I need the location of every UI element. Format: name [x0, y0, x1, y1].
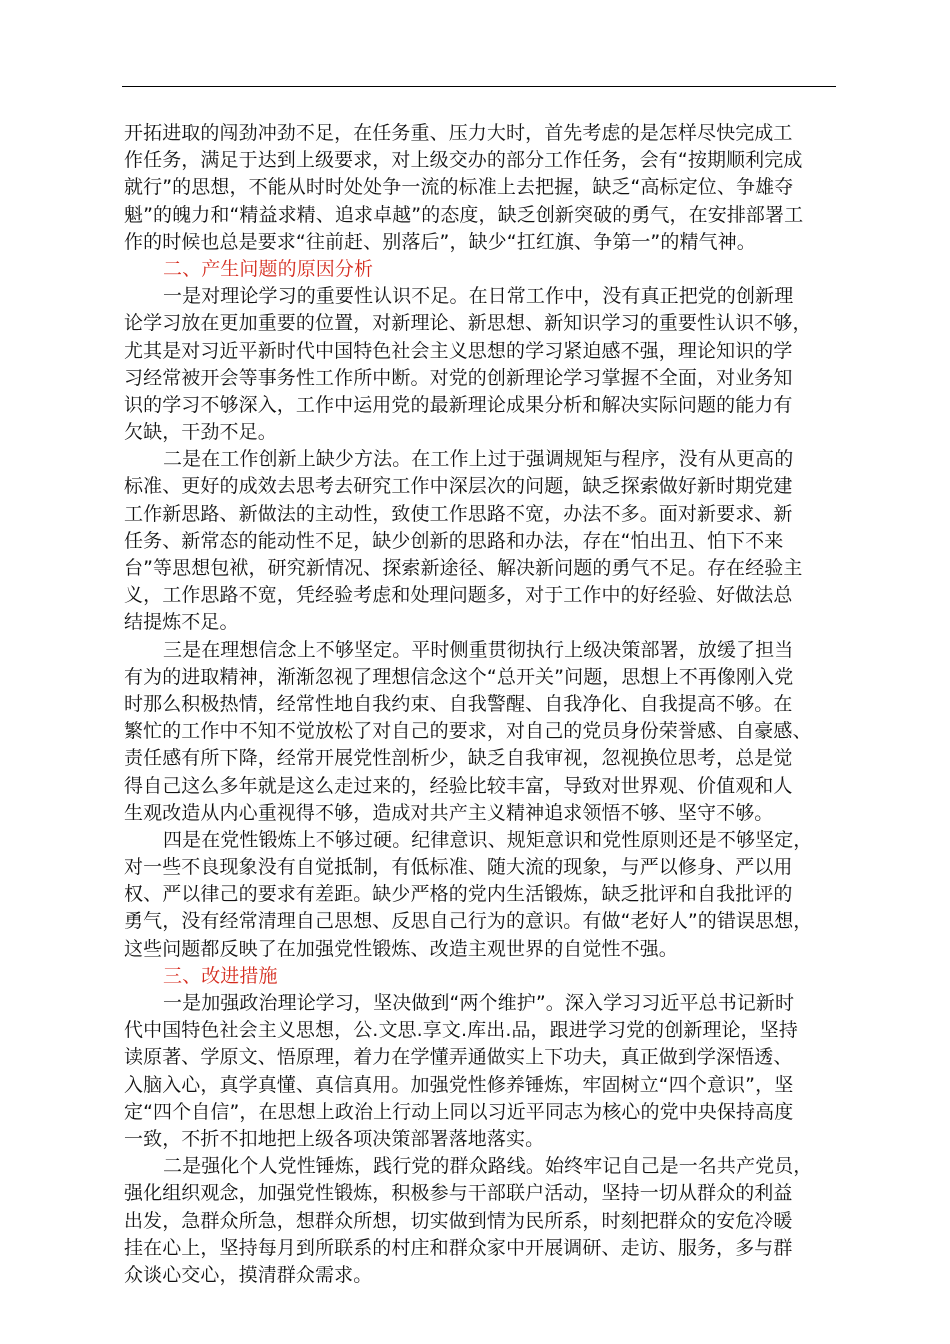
text-line: 魁”的魄力和“精益求精、追求卓越”的态度，缺乏创新突破的勇气，在安排部署工	[124, 203, 804, 226]
text-line: 得自己这么多年就是这么走过来的，经验比较丰富，导致对世界观、价值观和人	[124, 774, 793, 797]
document-body	[124, 120, 836, 1289]
text-line: 二是强化个人党性锤炼，践行党的群众路线。始终牢记自己是一名共产党员，	[163, 1155, 813, 1178]
header-rule	[122, 86, 836, 87]
text-line: 欠缺，干劲不足。	[124, 421, 277, 444]
text-line: 权、严以律己的要求有差距。缺少严格的党内生活锻炼，缺乏批评和自我批评的	[124, 883, 793, 906]
text-line: 这些问题都反映了在加强党性锻炼、改造主观世界的自觉性不强。	[124, 937, 678, 960]
text-line: 生观改造从内心重视得不够，造成对共产主义精神追求领悟不够、坚守不够。	[124, 801, 774, 824]
text-line: 定“四个自信”，在思想上政治上行动上同以习近平同志为核心的党中央保持高度	[124, 1100, 794, 1123]
text-line: 作的时候也总是要求“往前赶、别落后”，缺少“扛红旗、争第一”的精气神。	[124, 230, 756, 253]
text-line: 挂在心上，坚持每月到所联系的村庄和群众家中开展调研、走访、服务，多与群	[124, 1236, 793, 1259]
text-line: 任务、新常态的能动性不足，缺少创新的思路和办法，存在“怕出丑、怕下不来	[124, 529, 784, 552]
text-line: 一是对理论学习的重要性认识不足。在日常工作中，没有真正把党的创新理	[163, 285, 794, 308]
text-line: 繁忙的工作中不知不觉放松了对自己的要求，对自己的党员身份荣誉感、自豪感、	[124, 720, 812, 743]
text-line: 一是加强政治理论学习，坚决做到“两个维护”。深入学习习近平总书记新时	[163, 992, 795, 1014]
section-heading: 三、改进措施	[163, 964, 278, 987]
text-line: 读原著、学原文、悟原理，着力在学懂弄通做实上下功夫，真正做到学深悟透、	[124, 1046, 793, 1069]
text-line: 就行”的思想，不能从时时处处争一流的标准上去把握，缺乏“高标定位、争雄夺	[124, 176, 794, 199]
text-line: 结提炼不足。	[124, 611, 239, 634]
text-line: 识的学习不够深入，工作中运用党的最新理论成果分析和解决实际问题的能力有	[124, 393, 793, 416]
text-line: 尤其是对习近平新时代中国特色社会主义思想的学习紧迫感不强，理论知识的学	[124, 339, 793, 362]
text-line: 强化组织观念，加强党性锻炼，积极参与干部联户活动，坚持一切从群众的利益	[124, 1182, 793, 1205]
text-line: 对一些不良现象没有自觉抵制，有低标准、随大流的现象，与严以修身、严以用	[124, 856, 793, 879]
text-line: 时那么积极热情，经常性地自我约束、自我警醒、自我净化、自我提高不够。在	[124, 692, 793, 715]
text-line: 作任务，满足于达到上级要求，对上级交办的部分工作任务，会有“按期顺利完成	[124, 149, 803, 172]
text-line: 代中国特色社会主义思想，公.文思.享文.库出.品，跟进学习党的创新理论，坚持	[124, 1019, 798, 1042]
text-line: 责任感有所下降，经常开展党性剖析少，缺乏自我审视，忽视换位思考，总是觉	[124, 747, 793, 770]
text-line: 三是在理想信念上不够坚定。平时侧重贯彻执行上级决策部署，放缓了担当	[163, 638, 794, 661]
text-line: 出发，急群众所急，想群众所想，切实做到情为民所系，时刻把群众的安危冷暖	[124, 1209, 793, 1232]
text-line: 义，工作思路不宽，凭经验考虑和处理问题多，对于工作中的好经验、好做法总	[124, 584, 793, 607]
text-line: 有为的进取精神，渐渐忽视了理想信念这个“总开关”问题，思想上不再像刚入党	[124, 665, 794, 688]
text-line: 开拓进取的闯劲冲劲不足，在任务重、压力大时，首先考虑的是怎样尽快完成工	[124, 122, 793, 144]
text-line: 入脑入心，真学真懂、真信真用。加强党性修养锤炼，牢固树立“四个意识”，坚	[124, 1073, 794, 1096]
text-line: 标准、更好的成效去思考去研究工作中深层次的问题，缺乏探索做好新时期党建	[124, 475, 793, 498]
text-line: 四是在党性锻炼上不够过硬。纪律意识、规矩意识和党性原则还是不够坚定，	[163, 828, 813, 851]
text-line: 一致，不折不扣地把上级各项决策部署落地落实。	[124, 1127, 545, 1150]
text-line: 二是在工作创新上缺少方法。在工作上过于强调规矩与程序，没有从更高的	[163, 448, 794, 471]
text-line: 勇气，没有经常清理自己思想、反思自己行为的意识。有做“老好人”的错误思想，	[124, 910, 813, 933]
text-line: 工作新思路、新做法的主动性，致使工作思路不宽，办法不多。面对新要求、新	[124, 502, 793, 525]
section-heading: 二、产生问题的原因分析	[163, 257, 374, 280]
text-line: 众谈心交心，摸清群众需求。	[124, 1263, 373, 1286]
text-line: 习经常被开会等事务性工作所中断。对党的创新理论学习掌握不全面，对业务知	[124, 366, 793, 389]
text-line: 台”等思想包袱，研究新情况、探索新途径、解决新问题的勇气不足。存在经验主	[124, 557, 803, 579]
text-line: 论学习放在更加重要的位置，对新理论、新思想、新知识学习的重要性认识不够，	[124, 312, 812, 335]
